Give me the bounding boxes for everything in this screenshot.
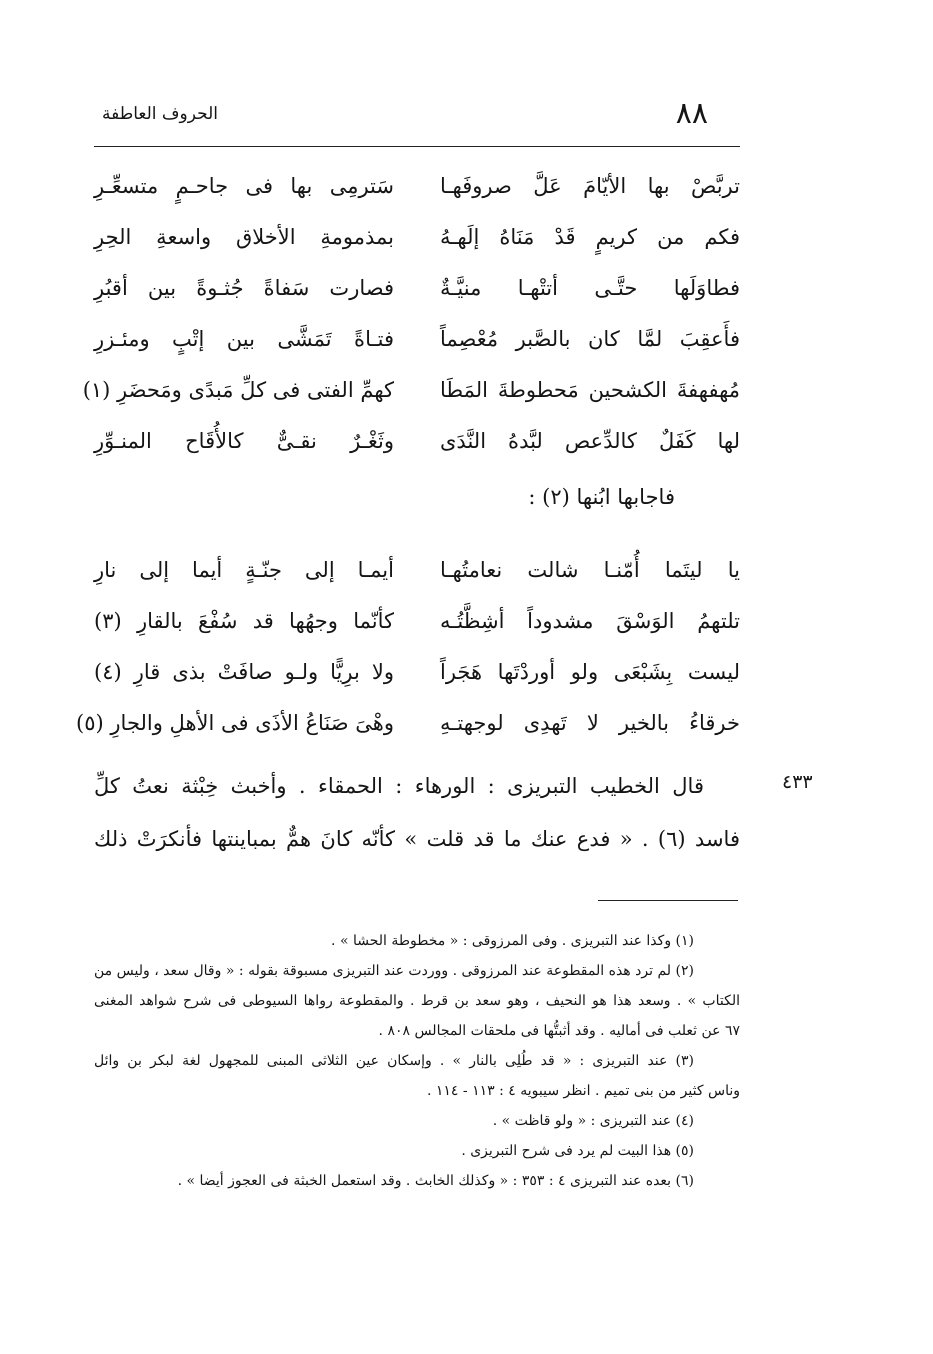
verse-line bbox=[94, 595, 740, 646]
footnotes bbox=[94, 926, 740, 1196]
verse-hemistich-second: كهمِّ الفتى فى كلِّ مَبدًى ومَحضَرِ (١) bbox=[82, 377, 394, 402]
poem-intro-line: فاجابها ابُنها (٢) : bbox=[528, 485, 675, 509]
verse-line bbox=[94, 544, 740, 595]
verse-hemistich-second: وثَغْـرٌ نقـىٌّ كالأُقَاح المنـوِّرِ bbox=[94, 428, 394, 453]
verse-hemistich-first: لها كَفَلٌ كالدِّعص لبَّدهُ النَّدَى bbox=[440, 428, 740, 453]
verse-line bbox=[94, 211, 740, 262]
verse-hemistich-second: سَترمِى بها فى جاحـمٍ متسعِّـرِ bbox=[94, 173, 394, 198]
verse-hemistich-second: وهْىَ صَنَاعُ الأذَى فى الأهلِ والجارِ (٥) bbox=[76, 710, 394, 735]
prose-line: قال الخطيب التبريزى : الورهاء : الحمقاء . وأخبث خِبْثة نعتُ كلِّ bbox=[94, 774, 704, 798]
footnote-continuation: وناس كثير من بنى تميم . انظر سيبويه ٤ : ١١٣ - ١١٤ . bbox=[426, 1083, 740, 1099]
verse-hemistich-second: ولا برِيًّا ولـو صافَتْ بذى قارِ (٤) bbox=[94, 659, 394, 684]
verse-line bbox=[94, 262, 740, 313]
prose-paragraph bbox=[94, 760, 740, 866]
footnote: (٥) هذا البيت لم يرد فى شرح التبريزى . bbox=[461, 1143, 694, 1159]
footnote: (٣) عند التبريزى : « قد طُلِى بالنار » . وإسكان عين الثلاثى المبنى للمجهول لغة لبكر بن وائل bbox=[94, 1053, 694, 1069]
verse-hemistich-first: فأَعقِبَ لمَّا كان بالصَّبر مُعْصِماً bbox=[440, 326, 740, 351]
footnote: (١) وكذا عند التبريزى . وفى المرزوقى : « مخطوطة الحشا » . bbox=[331, 933, 694, 949]
verse-hemistich-first: فكم من كريمٍ قَدْ مَنَاهُ إلَهـهُ bbox=[440, 224, 740, 249]
footnote: (٢) لم ترد هذه المقطوعة عند المرزوقى . ووردت عند التبريزى مسبوقة بقوله : « وقال سعد ، وليس من bbox=[94, 963, 694, 979]
page-number: ٨٨ bbox=[675, 96, 708, 131]
verse-hemistich-first: تربَّصْ بها الأيّامَ عَلَّ صروفَهـا bbox=[440, 173, 740, 198]
margin-page-reference: ٤٣٣ bbox=[782, 771, 813, 793]
running-title: الحروف العاطفة bbox=[102, 104, 219, 124]
footnote: (٤) عند التبريزى : « ولو قاظت » . bbox=[492, 1113, 694, 1129]
poem-block-2 bbox=[76, 544, 740, 748]
verse-line bbox=[94, 160, 740, 211]
poem-block-1 bbox=[82, 160, 740, 466]
footnote-divider bbox=[598, 900, 738, 901]
verse-line bbox=[94, 313, 740, 364]
footnote: (٦) بعده عند التبريزى ٤ : ٣٥٣ : « وكذلك الخابث . وقد استعمل الخبثة فى العجوز أيضا » . bbox=[177, 1173, 694, 1189]
verse-hemistich-first: فطاوَلَها حتَّـى أتتْهـا منيَّـةٌ bbox=[440, 275, 740, 300]
page-header bbox=[94, 86, 740, 147]
verse-line bbox=[94, 415, 740, 466]
verse-hemistich-first: مُهفهفةَ الكشحين مَحطوطةَ المَطَا bbox=[440, 377, 740, 402]
verse-hemistich-first: ليست بِشَبْعَى ولو أوردْتَها هَجَراً bbox=[440, 659, 740, 684]
verse-hemistich-first: خرقاءُ بالخير لا تَهدِى لوجهتـهِ bbox=[440, 710, 740, 735]
verse-hemistich-second: فتـاةً تَمَشَّى بين إتْبٍ ومئـزرِ bbox=[94, 326, 394, 351]
verse-hemistich-second: فصارت سَفاةً جُثـوةً بين أقبُرِ bbox=[94, 275, 394, 300]
verse-line bbox=[76, 697, 740, 748]
prose-line: فاسد (٦) . « فدع عنك ما قد قلت » كأنّه كانَ همٌّ بمباينتها فأنكرَتْ ذلك bbox=[94, 827, 740, 851]
verse-hemistich-second: أيمـا إلى جنّـةٍ أيما إلى نارِ bbox=[94, 557, 394, 582]
verse-line bbox=[94, 646, 740, 697]
verse-hemistich-first: يا ليتَما أُمّنـا شالت نعامتُهـا bbox=[440, 557, 740, 582]
verse-hemistich-first: تلتهمُ الوَسْقَ مشدوداً أشِظَّتُـه bbox=[440, 608, 740, 633]
verse-line bbox=[82, 364, 740, 415]
footnote-continuation: الكتاب » . وسعد هذا هو النحيف ، وهو سعد بن قرط . والمقطوعة رواها السيوطى فى شرح شواهد المغنى bbox=[94, 993, 740, 1009]
verse-hemistich-second: كأنّما وجهُها قد سُفْعَ بالقارِ (٣) bbox=[94, 608, 394, 633]
verse-hemistich-second: بمذمومةِ الأخلاق واسعةِ الحِرِ bbox=[94, 224, 394, 249]
footnote-continuation: ٦٧ عن ثعلب فى أماليه . وقد أثبتُّها فى ملحقات المجالس ٨٠٨ . bbox=[378, 1023, 740, 1039]
